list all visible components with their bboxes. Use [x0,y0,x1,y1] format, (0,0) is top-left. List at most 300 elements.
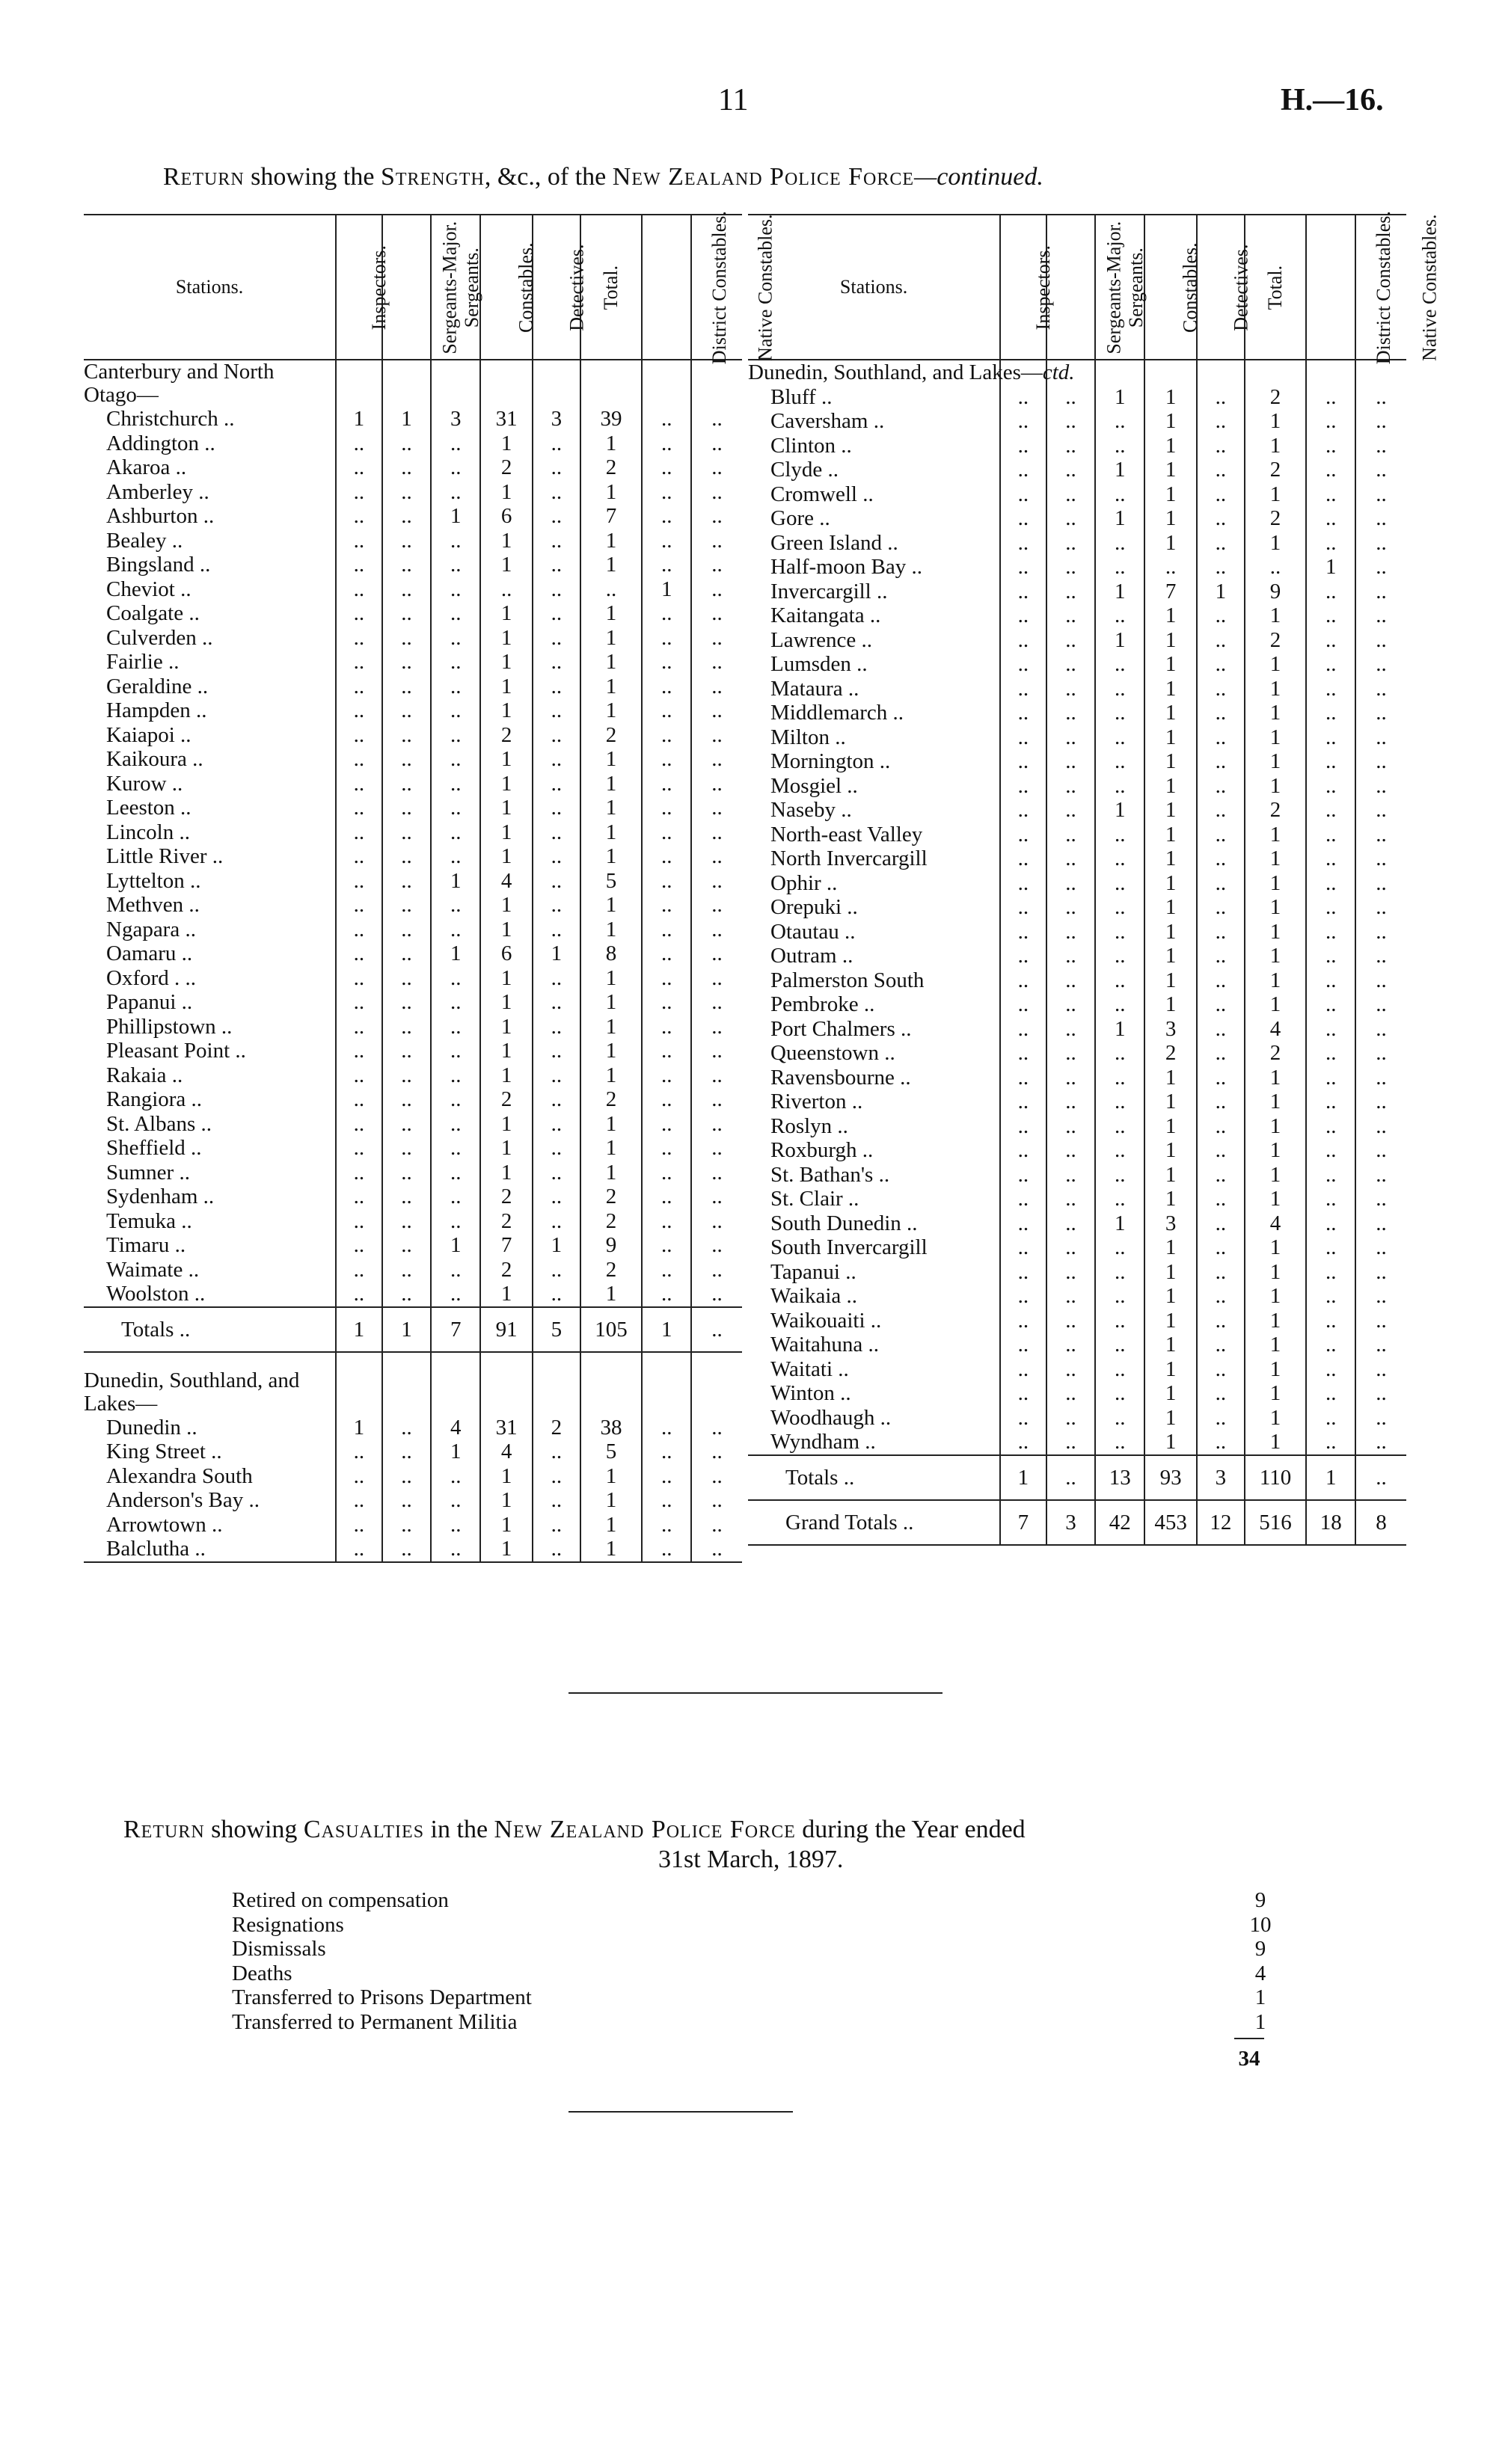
cell: .. [431,431,480,456]
cell: 1 [1245,677,1307,701]
cell: .. [691,626,742,651]
casualty-row [232,1985,1272,2010]
cell: 7 [1144,580,1197,604]
cell: .. [336,553,381,577]
cell: .. [1046,1235,1096,1260]
cell: .. [336,1087,381,1112]
cell: 7 [1000,1500,1046,1545]
cell: .. [1046,1041,1096,1066]
totals-label: Totals .. [84,1307,336,1352]
cell: .. [1355,1381,1406,1406]
cell: 3 [533,407,580,431]
cell: .. [1000,628,1046,653]
cell: .. [431,601,480,626]
cell: 1 [580,626,643,651]
cell: 1 [1144,531,1197,556]
cell: .. [691,820,742,845]
cell: .. [533,844,580,869]
cell: 1 [1144,920,1197,944]
cell: .. [1355,725,1406,750]
cell: 1 [1144,482,1197,507]
cell: 1 [1095,1211,1144,1236]
cell: 4 [480,1440,533,1464]
cell: .. [1095,1090,1144,1114]
cell: .. [1306,798,1355,823]
cell: .. [642,1063,691,1088]
cell: .. [642,601,691,626]
cell: .. [1000,1235,1046,1260]
cell: .. [1355,1138,1406,1163]
cell: 1 [580,1537,643,1562]
cell: .. [382,1282,432,1307]
station-name: Culverden .. [106,625,213,650]
cell: 39 [580,407,643,431]
station-name: Amberley .. [106,479,209,504]
cell: .. [1306,1381,1355,1406]
cell: 1 [1245,992,1307,1017]
cell: .. [431,918,480,942]
casualty-value: 1 [1254,2009,1266,2034]
cell: .. [1046,1138,1096,1163]
cell: .. [642,1185,691,1209]
cell: .. [1095,603,1144,628]
cell: .. [1355,434,1406,458]
cell: .. [431,698,480,723]
cell: 1 [580,650,643,675]
cell: .. [1046,603,1096,628]
cell: 4 [1245,1211,1307,1236]
cell: .. [336,675,381,699]
cell: 31 [480,407,533,431]
col-inspectors: Inspectors. [1000,215,1046,360]
cell: 1 [1245,434,1307,458]
cell: .. [382,941,432,966]
cell: .. [1000,1260,1046,1285]
cell: 1 [1144,992,1197,1017]
cell: .. [1095,1235,1144,1260]
cell: .. [642,844,691,869]
cell: .. [336,1209,381,1234]
cell: .. [1095,409,1144,434]
cell: .. [1355,628,1406,653]
cell: 7 [580,504,643,529]
station-name: Caversham .. [770,409,885,433]
cell: 1 [336,407,381,431]
cell: .. [1095,1187,1144,1211]
cell: .. [691,941,742,966]
cell: .. [1197,823,1245,847]
cell: 1 [1245,482,1307,507]
col-constables: Constables. [1144,215,1197,360]
cell: .. [336,1258,381,1282]
cell: 1 [1144,725,1197,750]
cell: 1 [431,1233,480,1258]
cell: .. [1306,1284,1355,1309]
casualty-value: 9 [1254,1888,1266,1912]
cell: .. [1306,1357,1355,1382]
cell: 1 [580,820,643,845]
cell: .. [642,893,691,918]
cell: .. [1355,871,1406,896]
cell: 1 [1144,652,1197,677]
cell: .. [1046,1284,1096,1309]
cell: .. [533,504,580,529]
station-name: Alexandra South [106,1463,253,1488]
cell: .. [533,698,580,723]
cell: .. [1000,1017,1046,1042]
cell: 2 [480,1087,533,1112]
station-name: Waitahuna .. [770,1333,880,1357]
cell: .. [1306,725,1355,750]
cell: 91 [480,1307,533,1352]
cell: .. [691,1307,742,1352]
cell: .. [1095,1357,1144,1382]
cell: 8 [1355,1500,1406,1545]
cell: .. [691,650,742,675]
cell: 1 [1245,1284,1307,1309]
station-name: Ophir .. [770,870,838,895]
cell: .. [1306,677,1355,701]
cell: .. [1095,1163,1144,1188]
col-total: Total. [1245,215,1307,360]
cell: 1 [580,675,643,699]
cell: 2 [480,455,533,480]
cell: 1 [642,577,691,602]
cell: .. [1000,458,1046,482]
cell: .. [336,1464,381,1489]
cell: .. [431,1087,480,1112]
cell: 1 [480,675,533,699]
cell: .. [533,1161,580,1185]
station-name: Kaikoura .. [106,747,203,771]
cell: .. [533,893,580,918]
cell: .. [431,529,480,553]
cell: .. [642,1440,691,1464]
cell: .. [1197,1090,1245,1114]
section-divider-end [568,2111,793,2113]
col-sergeants: Sergeants. [1095,215,1144,360]
cell: 1 [1144,1406,1197,1431]
cell: .. [533,990,580,1015]
station-name: Bluff .. [770,384,833,409]
cell: .. [382,1185,432,1209]
col-sergeants-major: Sergeants-Major. [1046,215,1096,360]
cell: .. [1355,1017,1406,1042]
cell: .. [1046,628,1096,653]
cell: .. [1355,409,1406,434]
cell: .. [1306,944,1355,968]
cell: 12 [1197,1500,1245,1545]
cell: 1 [480,626,533,651]
cell: 1 [580,431,643,456]
cell: .. [691,480,742,505]
station-name: Pembroke .. [770,992,875,1016]
cell: .. [691,1233,742,1258]
station-name: Bealey .. [106,528,183,553]
cell: .. [533,966,580,991]
station-name: Rangiora .. [106,1087,203,1111]
cell: .. [533,820,580,845]
cell: .. [642,747,691,772]
cell: 2 [580,455,643,480]
cell: 1 [480,796,533,820]
station-name: Roxburgh .. [770,1138,874,1162]
cell: .. [1000,798,1046,823]
cell: 1 [1245,1309,1307,1333]
cell: 1 [1245,847,1307,871]
cell: .. [691,918,742,942]
cell: .. [1000,677,1046,701]
cell: .. [1306,409,1355,434]
cell: .. [1000,1333,1046,1357]
cell: 2 [1245,628,1307,653]
cell: 1 [480,1112,533,1137]
cell: .. [1197,1381,1245,1406]
cell: .. [1046,749,1096,774]
cell: .. [431,723,480,748]
cell: 1 [1144,1284,1197,1309]
cell: .. [1355,458,1406,482]
cell: 1 [1245,1090,1307,1114]
cell: 1 [1144,749,1197,774]
cell: 9 [580,1233,643,1258]
cell: .. [382,1258,432,1282]
cell: 1 [1144,1333,1197,1357]
cell: .. [431,796,480,820]
cell: 1 [1306,555,1355,580]
cell: .. [1000,580,1046,604]
casualty-row [232,2010,1272,2035]
col-district-constables: District Constables. [642,215,691,360]
cell: 1 [1144,1066,1197,1090]
cell: 1 [431,504,480,529]
cell: .. [1046,895,1096,920]
casualties-total: 34 [1238,2047,1260,2071]
cell: .. [1000,531,1046,556]
cell: .. [1000,847,1046,871]
station-name: Sheffield .. [106,1136,202,1160]
cell: .. [336,796,381,820]
cell: .. [1095,677,1144,701]
cell: .. [1197,701,1245,725]
cell: .. [1197,385,1245,410]
station-name: Port Chalmers .. [770,1016,912,1041]
cell: .. [431,1063,480,1088]
cell: .. [382,1063,432,1088]
cell: .. [533,1282,580,1307]
cell: .. [382,966,432,991]
cell: .. [431,675,480,699]
cell: .. [642,1537,691,1562]
cell: .. [336,966,381,991]
cell: 1 [480,820,533,845]
cell: 4 [431,1416,480,1440]
station-name: Phillipstown .. [106,1014,233,1039]
station-name: Arrowtown .. [106,1512,223,1537]
cell: .. [533,553,580,577]
cell: 1 [1245,944,1307,968]
cell: .. [336,1039,381,1063]
station-name: Bingsland .. [106,553,211,577]
station-name: Tapanui .. [770,1259,856,1284]
cell: .. [1046,1211,1096,1236]
cell: .. [382,1488,432,1513]
cell: .. [533,577,580,602]
casualties-title-date: 31st March, 1897. [658,1846,844,1873]
cell: .. [691,1440,742,1464]
cell: .. [1355,1406,1406,1431]
cell: .. [691,844,742,869]
cell: .. [1355,385,1406,410]
cell: .. [1197,944,1245,968]
cell: 1 [533,941,580,966]
cell: .. [642,1513,691,1537]
cell: 1 [1144,1309,1197,1333]
cell: 4 [1245,1017,1307,1042]
cell: .. [382,1537,432,1562]
cell: .. [1355,1041,1406,1066]
cell: 1 [1144,458,1197,482]
station-name: Lumsden .. [770,652,868,676]
col-detectives: Detectives. [533,215,580,360]
cell: .. [382,577,432,602]
cell: .. [336,893,381,918]
cell: .. [1046,1455,1096,1500]
cell: .. [1197,895,1245,920]
cell: 1 [1144,603,1197,628]
cell: 1 [480,1161,533,1185]
cell: 1 [1245,1333,1307,1357]
station-name: Fairlie .. [106,650,180,674]
cell: .. [1197,506,1245,531]
cell: .. [382,1416,432,1440]
cell: 1 [480,650,533,675]
cell: .. [533,626,580,651]
cell: .. [1046,1430,1096,1455]
cell: .. [1000,944,1046,968]
cell: .. [1355,774,1406,799]
cell: .. [533,747,580,772]
cell: .. [691,407,742,431]
cell: 1 [1144,1381,1197,1406]
cell: .. [533,723,580,748]
station-name: Palmerston South [770,968,925,992]
cell: .. [1306,458,1355,482]
station-name: Woodhaugh .. [770,1405,892,1430]
station-name: Oamaru .. [106,941,193,965]
col-inspectors: Inspectors. [336,215,381,360]
cell: .. [1095,823,1144,847]
cell: .. [336,1015,381,1039]
cell: .. [1095,434,1144,458]
casualty-label: Retired on compensation [232,1888,449,1912]
cell: .. [1046,1187,1096,1211]
cell: 1 [336,1307,381,1352]
cell: 1 [1245,1406,1307,1431]
cell: .. [533,1209,580,1234]
casualty-value: 4 [1254,1961,1266,1985]
cell: .. [1197,725,1245,750]
cell: .. [336,431,381,456]
cell: .. [691,1209,742,1234]
station-name: Green Island .. [770,530,898,555]
cell: .. [1355,1455,1406,1500]
cell: 1 [1245,1163,1307,1188]
station-name: King Street .. [106,1440,222,1463]
cell: .. [336,577,381,602]
cell: 2 [1245,798,1307,823]
cell: .. [642,553,691,577]
cell: 1 [1245,1381,1307,1406]
cell: .. [1306,385,1355,410]
cell: 1 [580,990,643,1015]
cell: .. [1306,1309,1355,1333]
cell: 9 [1245,580,1307,604]
station-name: Waikaia .. [770,1284,858,1308]
cell: .. [1355,603,1406,628]
cell: .. [691,796,742,820]
cell: 1 [1245,1357,1307,1382]
cell: .. [691,1537,742,1562]
cell: .. [1355,968,1406,993]
cell: 1 [1144,1357,1197,1382]
cell: .. [431,1537,480,1562]
cell: .. [1355,506,1406,531]
casualty-label: Dismissals [232,1937,326,1961]
cell: .. [691,529,742,553]
cell: .. [431,1464,480,1489]
cell: .. [1095,1284,1144,1309]
cell: .. [1306,1260,1355,1285]
cell: .. [1355,1284,1406,1309]
cell: 1 [1000,1455,1046,1500]
page-number: 11 [718,83,749,117]
cell: .. [1095,871,1144,896]
cell: .. [1095,555,1144,580]
cell: .. [1095,1066,1144,1090]
cell: .. [1306,968,1355,993]
cell: .. [1306,506,1355,531]
cell: .. [1000,506,1046,531]
casualty-row [232,1937,1272,1961]
cell: .. [382,893,432,918]
station-name: Mornington .. [770,749,891,773]
station-name: Ashburton .. [106,504,215,528]
cell: .. [691,1112,742,1137]
cell: .. [1046,1017,1096,1042]
cell: .. [642,650,691,675]
cell: 1 [480,431,533,456]
cell: .. [1306,434,1355,458]
cell: .. [533,529,580,553]
station-name: Dunedin .. [106,1415,197,1440]
cell: .. [642,1136,691,1161]
casualty-row [232,1913,1272,1938]
cell: .. [1306,1138,1355,1163]
cell: .. [1197,749,1245,774]
cell: .. [691,966,742,991]
station-name: Lawrence .. [770,627,873,652]
cell: .. [336,1233,381,1258]
cell: .. [1144,555,1197,580]
cell: .. [691,869,742,894]
cell: .. [1095,1309,1144,1333]
cell: .. [1306,1333,1355,1357]
cell: .. [336,820,381,845]
cell: .. [642,1112,691,1137]
cell: .. [642,966,691,991]
cell: .. [1245,555,1307,580]
